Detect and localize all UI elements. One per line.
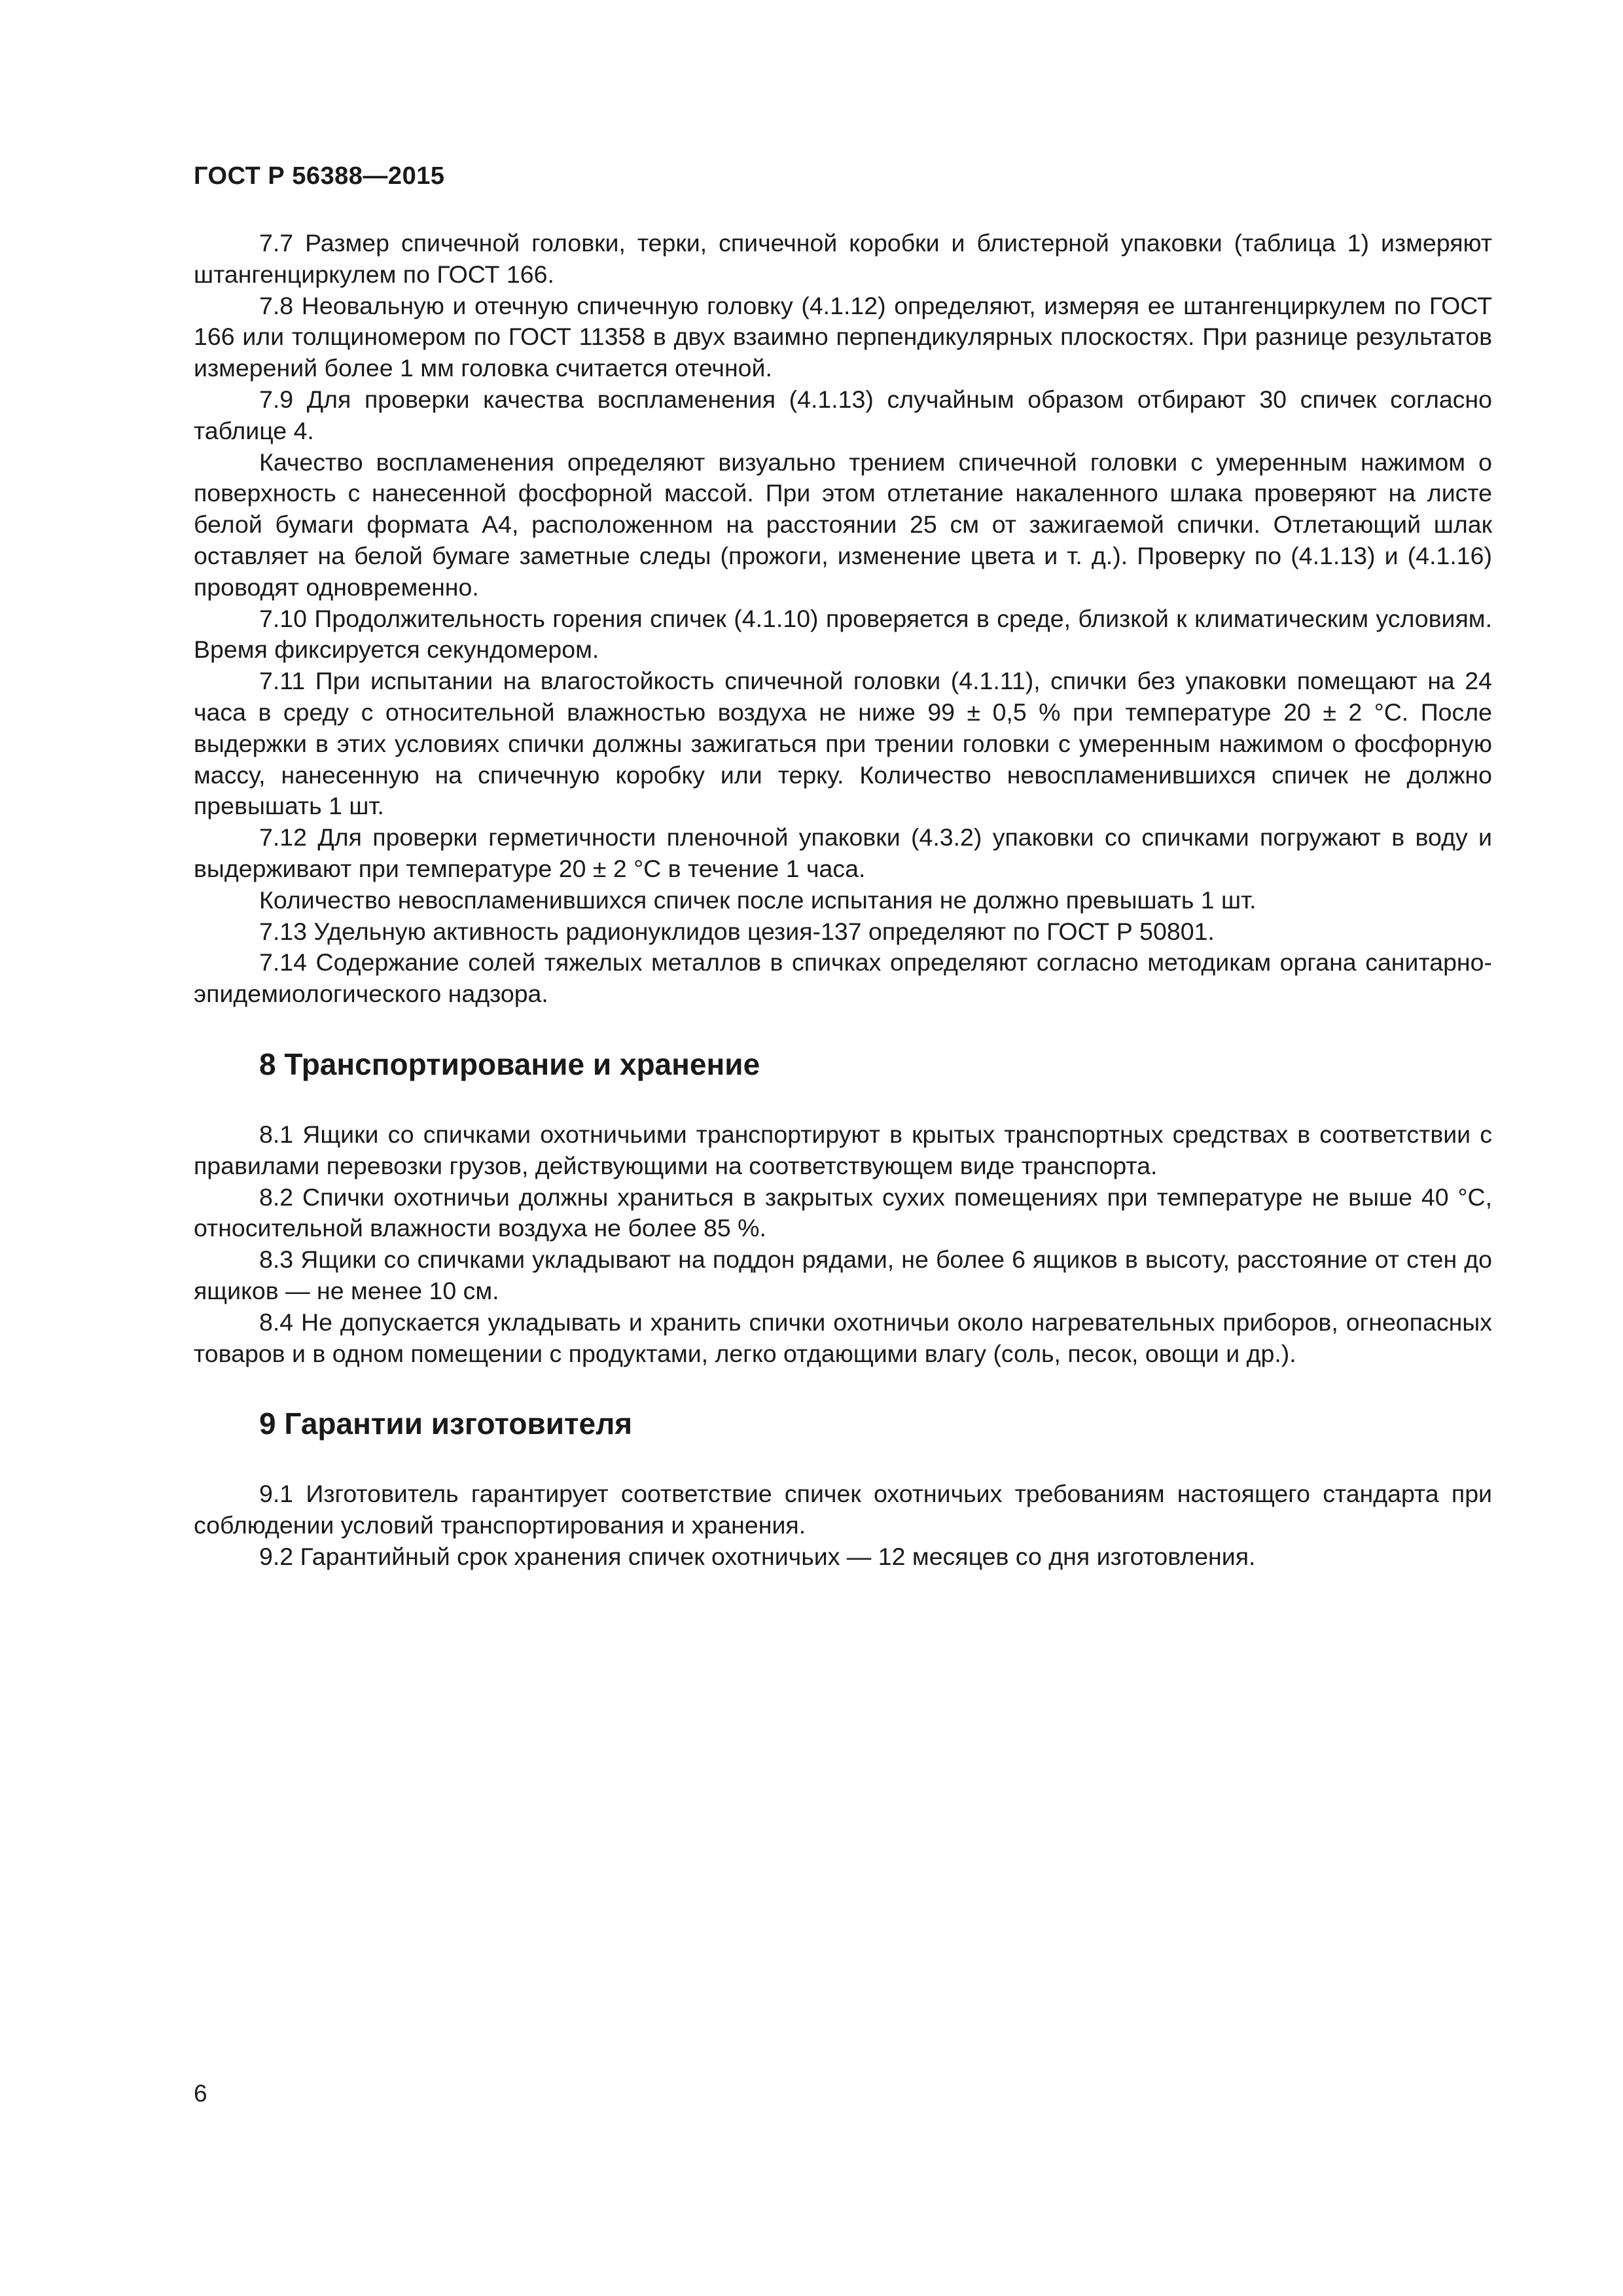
paragraph-8-4: 8.4 Не допускается укладывать и хранить спички охотничьи около нагревательных приборов, огнеопасных товаров и в одном помещении с продуктами, легко отдающими влагу (соль, песок, овощи и др.). [194,1308,1492,1367]
paragraph-7-9-detail: Качество воспламенения определяют визуально трением спичечной головки с умеренным нажимом о поверхность с нанесенной фосфорной массой. При этом отлетание накаленного шлака проверяют на листе белой бумаги формата А4, расположенном на расстоянии 25 см от зажигаемой спички. Отлетающий шлак оставляет на белой бумаге заметные следы (прожоги, изменение цвета и т. д.). Проверку по (4.1.13) и (4.1.16) проводят одновременно. [194,448,1492,601]
section-8-title: 8 Транспортирование и хранение [259,1047,760,1081]
page-content [194,228,1492,1573]
section-9 [194,1405,1492,1572]
standard-header: ГОСТ Р 56388—2015 [194,162,445,190]
paragraph-7-12-detail: Количество невоспламенившихся спичек после испытания не должно превышать 1 шт. [259,886,1257,914]
paragraph-7-12: 7.12 Для проверки герметичности пленочной упаковки (4.3.2) упаковки со спичками погружают в воду и выдерживают при температуре 20 ± 2 °С в течение 1 часа. [194,823,1492,882]
paragraph-7-7: 7.7 Размер спичечной головки, терки, спичечной коробки и блистерной упаковки (таблица 1) измеряют штангенциркулем по ГОСТ 166. [194,229,1492,288]
paragraph-7-13: 7.13 Удельную активность радионуклидов цезия-137 определяют по ГОСТ Р 50801. [259,917,1215,945]
section-9-title: 9 Гарантии изготовителя [259,1407,633,1441]
paragraph-8-2: 8.2 Спички охотничьи должны храниться в закрытых сухих помещениях при температуре не выше 40 °С, относительной влажности воздуха не более 85 %. [194,1183,1492,1242]
paragraph-7-9: 7.9 Для проверки качества воспламенения (4.1.13) случайным образом отбирают 30 спичек согласно таблице 4. [194,385,1492,444]
paragraph-7-11: 7.11 При испытании на влагостойкость спичечной головки (4.1.11), спички без упаковки помещают на 24 часа в среду с относительной влажностью воздуха не ниже 99 ± 0,5 % при температуре 20 ± 2 °С. После выдержки в этих условиях спички должны зажигаться при трении головки с умеренным нажимом о фосфорную массу, нанесенную на спичечную коробку или терку. Количество невоспламенившихся спичек не должно превышать 1 шт. [194,667,1492,820]
paragraph-8-3: 8.3 Ящики со спичками укладывают на поддон рядами, не более 6 ящиков в высоту, расстояние от стен до ящиков — не менее 10 см. [194,1246,1492,1304]
paragraph-9-1: 9.1 Изготовитель гарантирует соответствие спичек охотничьих требованиям настоящего стандарта при соблюдении условий транспортирования и хранения. [194,1480,1492,1539]
page-number: 6 [194,2080,207,2107]
paragraph-7-10: 7.10 Продолжительность горения спичек (4.1.10) проверяется в среде, близкой к климатическим условиям. Время фиксируется секундомером. [194,604,1492,664]
section-7 [194,228,1492,1010]
paragraph-7-14: 7.14 Содержание солей тяжелых металлов в спичках определяют согласно методикам органа санитарно-эпидемиологического надзора. [194,948,1492,1008]
section-8 [194,1046,1492,1369]
paragraph-9-2: 9.2 Гарантийный срок хранения спичек охотничьих — 12 месяцев со дня изготовления. [259,1542,1256,1570]
paragraph-7-8: 7.8 Неовальную и отечную спичечную головку (4.1.12) определяют, измеряя ее штангенциркулем по ГОСТ 166 или толщиномером по ГОСТ 11358 в двух взаимно перпендикулярных плоскостях. При разнице результатов измерений более 1 мм головка считается отечной. [194,291,1492,382]
paragraph-8-1: 8.1 Ящики со спичками охотничьими транспортируют в крытых транспортных средствах в соответствии с правилами перевозки грузов, действующими на соответствующем виде транспорта. [194,1120,1492,1179]
